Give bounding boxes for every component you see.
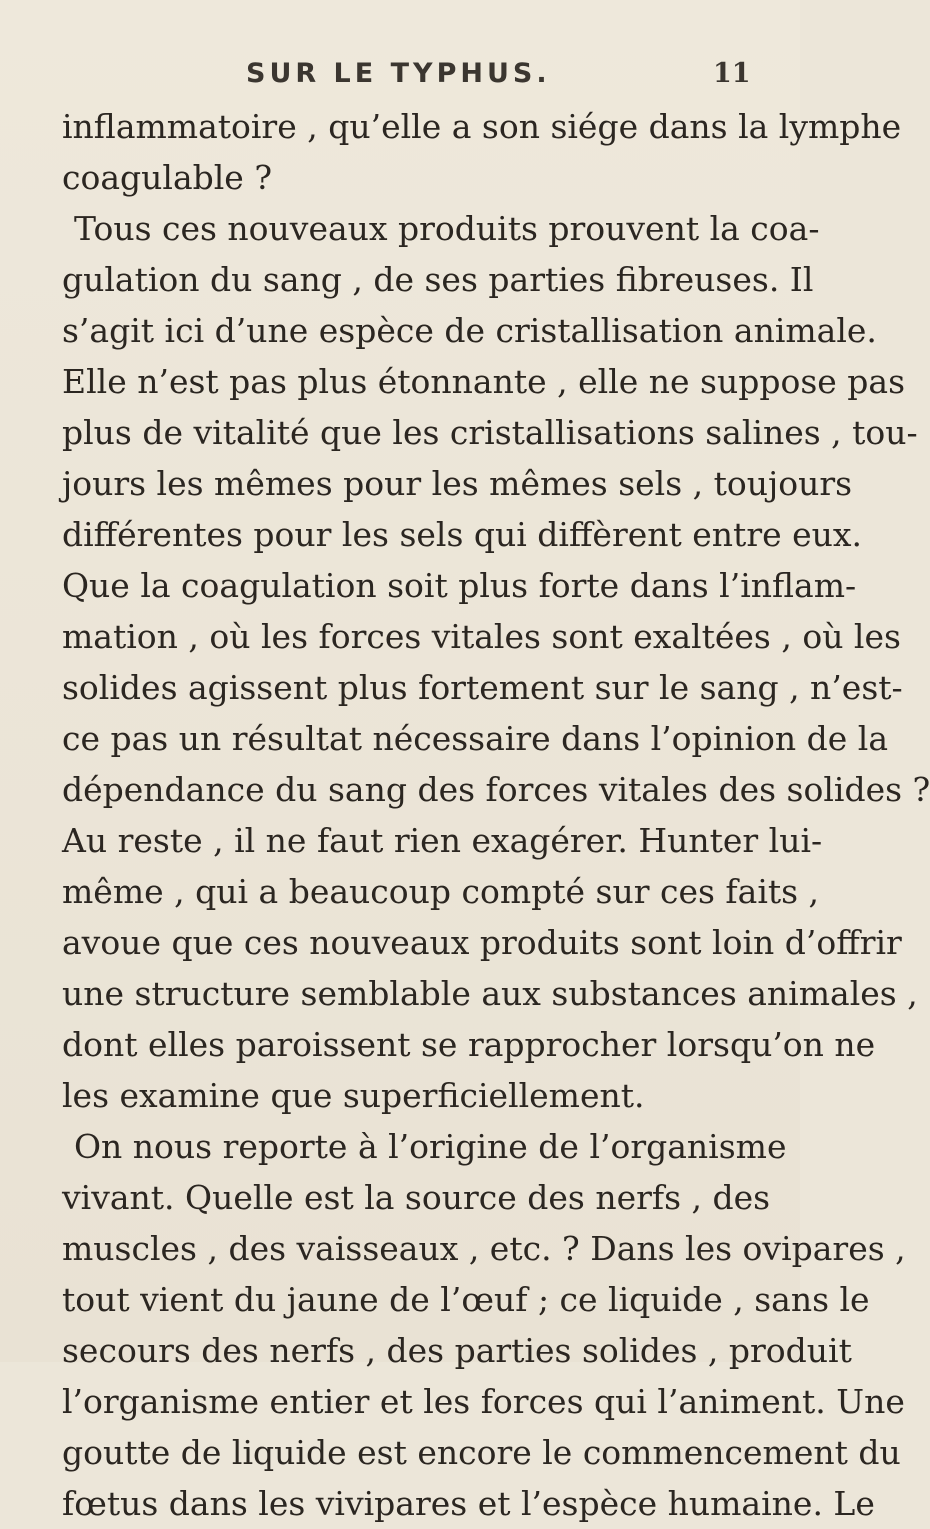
text-line: secours des nerfs , des parties solides , produit: [62, 1331, 852, 1370]
text-line: ce pas un résultat nécessaire dans l’opinion de la: [62, 719, 888, 758]
text-line: goutte de liquide est encore le commencement du: [62, 1433, 901, 1472]
text-line: différentes pour les sels qui diffèrent entre eux.: [62, 515, 862, 554]
text-line: solides agissent plus fortement sur le sang , n’est-: [62, 668, 903, 707]
paragraph-start-line: On nous reporte à l’origine de l’organisme: [74, 1127, 787, 1166]
text-line: même , qui a beaucoup compté sur ces faits ,: [62, 872, 820, 911]
text-line: les examine que superficiellement.: [62, 1076, 645, 1115]
text-line: une structure semblable aux substances animales ,: [62, 974, 918, 1013]
text-line: dépendance du sang des forces vitales des solides ?: [62, 770, 930, 809]
text-line: jours les mêmes pour les mêmes sels , toujours: [62, 464, 853, 503]
text-line: dont elles paroissent se rapprocher lorsqu’on ne: [62, 1025, 876, 1064]
text-line: tout vient du jaune de l’œuf ; ce liquide , sans le: [62, 1280, 870, 1319]
text-line: avoue que ces nouveaux produits sont loin d’offrir: [62, 923, 902, 962]
page-header: [0, 58, 800, 92]
paragraph-start-line: Tous ces nouveaux produits prouvent la coa-: [74, 209, 820, 248]
text-line: mation , où les forces vitales sont exaltées , où les: [62, 617, 901, 656]
text-line: coagulable ?: [62, 158, 273, 197]
text-line: s’agit ici d’une espèce de cristallisation animale.: [62, 311, 877, 350]
body-text: [62, 101, 930, 1529]
text-line: gulation du sang , de ses parties fibreuses. Il: [62, 260, 814, 299]
text-line: Que la coagulation soit plus forte dans l’inflam-: [62, 566, 857, 605]
text-line: inflammatoire , qu’elle a son siége dans la lymphe: [62, 107, 902, 146]
text-line: Au reste , il ne faut rien exagérer. Hunter lui-: [62, 821, 823, 860]
text-line: fœtus dans les vivipares et l’espèce humaine. Le: [62, 1484, 875, 1523]
text-line: l’organisme entier et les forces qui l’animent. Une: [62, 1382, 905, 1421]
text-line: plus de vitalité que les cristallisations salines , tou-: [62, 413, 918, 452]
text-line: Elle n’est pas plus étonnante , elle ne suppose pas: [62, 362, 906, 401]
text-line: muscles , des vaisseaux , etc. ? Dans les ovipares ,: [62, 1229, 906, 1268]
text-line: vivant. Quelle est la source des nerfs , des: [62, 1178, 771, 1217]
running-title: SUR LE TYPHUS.: [246, 58, 551, 89]
page-number: 11: [713, 58, 751, 89]
